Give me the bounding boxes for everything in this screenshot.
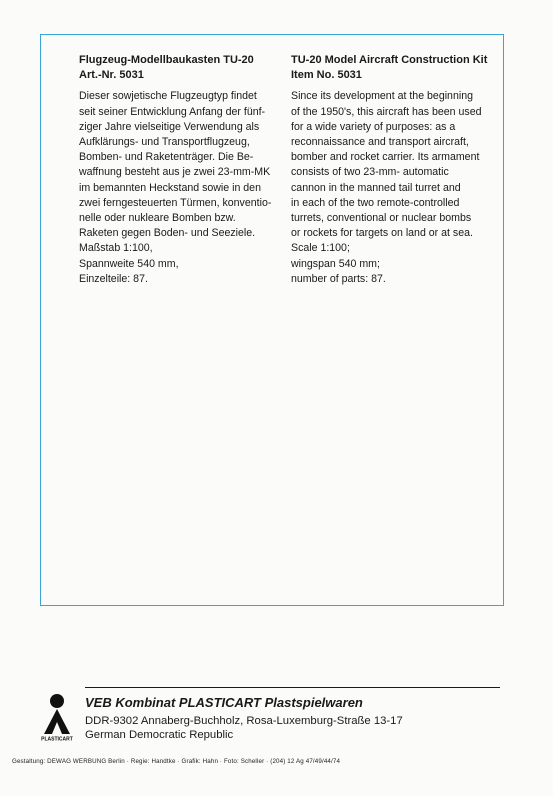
english-parts: number of parts: 87.	[291, 272, 386, 285]
german-line: seit seiner Entwicklung Anfang der fünf-	[79, 105, 266, 118]
english-line: bomber and rocket carrier. Its armament	[291, 151, 480, 164]
logo-wordmark: PLASTICART	[41, 736, 73, 742]
german-column	[79, 53, 273, 287]
english-line: consists of two 23-mm- automatic	[291, 166, 449, 179]
german-line: Raketen gegen Boden- und Seeziele.	[79, 227, 256, 240]
address-line-2: German Democratic Republic	[85, 729, 234, 741]
german-description	[79, 89, 273, 241]
english-line: cannon in the manned tail turret and	[291, 181, 461, 194]
english-line: turrets, conventional or nuclear bombs	[291, 212, 472, 225]
german-line: Dieser sowjetische Flugzeugtyp findet	[79, 90, 257, 103]
german-item-number: Art.-Nr. 5031	[79, 69, 144, 82]
german-line: Bomben- und Raketenträger. Die Be-	[79, 151, 254, 164]
english-item-number: Item No. 5031	[291, 69, 362, 82]
print-credits: Gestaltung: DEWAG WERBUNG Berlin · Regie: Handtke · Grafik: Hahn · Foto: Scheller · (204) 12 Ag 47/49/44/74	[12, 758, 341, 765]
german-line: ziger Jahre vielseitige Verwendung als	[79, 120, 260, 133]
english-line: for a wide variety of purposes: as a	[291, 120, 456, 133]
german-title: Flugzeug-Modellbaukasten TU-20	[79, 54, 254, 66]
english-title: TU-20 Model Aircraft Construction Kit	[291, 54, 488, 66]
english-column	[291, 53, 495, 287]
german-scale: Maßstab 1:100,	[79, 242, 153, 255]
german-line: im bemannten Heckstand sowie in den	[79, 181, 261, 194]
english-line: Since its development at the beginning	[291, 90, 473, 103]
description-frame	[40, 34, 504, 606]
english-scale: Scale 1:100;	[291, 242, 350, 255]
english-wingspan: wingspan 540 mm;	[291, 257, 380, 270]
english-description	[291, 89, 495, 241]
german-parts: Einzelteile: 87.	[79, 272, 148, 285]
address-line-1: DDR-9302 Annaberg-Buchholz, Rosa-Luxemburg-Straße 13-17	[85, 715, 403, 727]
german-line: Aufklärungs- und Transportflugzeug,	[79, 136, 250, 149]
english-line: reconnaissance and transport aircraft,	[291, 136, 469, 149]
company-address	[85, 714, 403, 742]
english-line: of the 1950's, this aircraft has been used	[291, 105, 482, 118]
german-line: zwei ferngesteuerten Türmen, konventio-	[79, 196, 272, 209]
footer-divider	[85, 687, 500, 688]
german-line: nelle oder nukleare Bomben bzw.	[79, 212, 236, 225]
german-specs	[79, 241, 273, 287]
german-wingspan: Spannweite 540 mm,	[79, 257, 179, 270]
english-specs	[291, 241, 495, 287]
english-line: in each of the two remote-controlled	[291, 196, 460, 209]
german-line: waffnung besteht aus je zwei 23-mm-MK	[79, 166, 271, 179]
company-name: VEB Kombinat PLASTICART Plastspielwaren	[85, 695, 363, 710]
plasticart-logo-icon	[40, 692, 74, 742]
english-line: or rockets for targets on land or at sea.	[291, 227, 473, 240]
